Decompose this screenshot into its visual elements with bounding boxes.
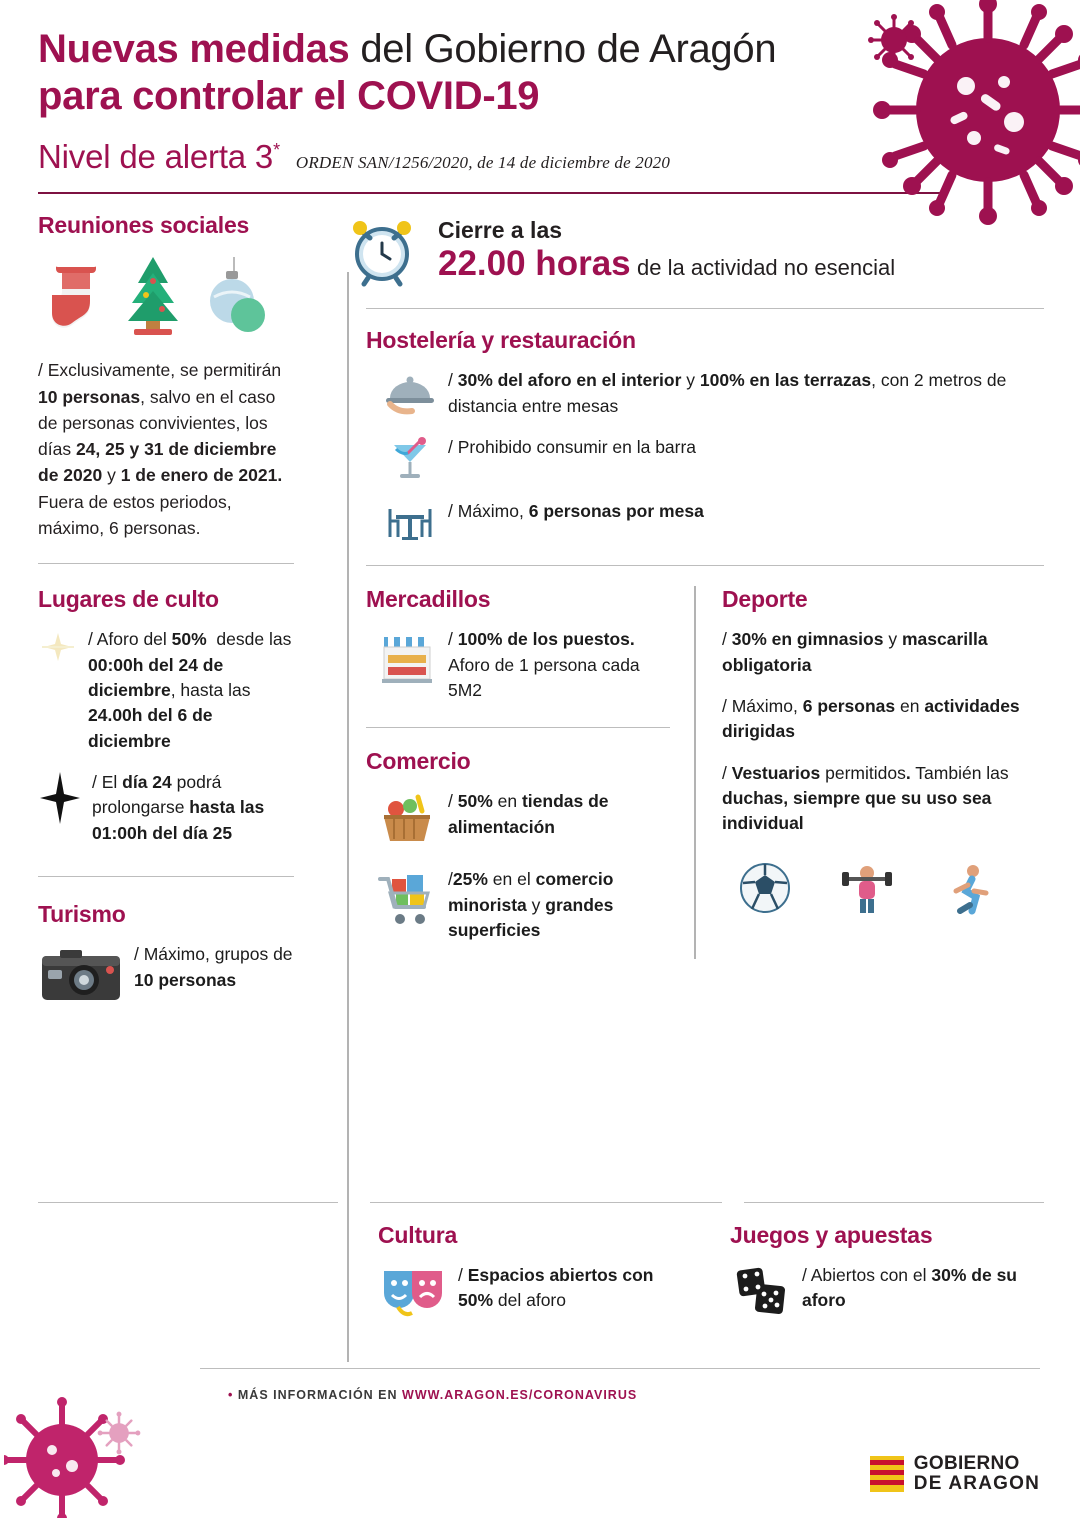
title-highlight-1: Nuevas medidas (38, 27, 350, 71)
footer (0, 1360, 1080, 1528)
grocery-basket-icon (376, 789, 438, 851)
section-hosteleria (344, 327, 1044, 547)
table-chairs-icon (382, 499, 438, 547)
running-icon (942, 861, 996, 915)
section-title-juegos: Juegos y apuestas (730, 1222, 933, 1248)
section-title-reuniones: Reuniones sociales (38, 212, 250, 239)
divider-right-1 (366, 308, 1044, 309)
section-title-comercio: Comercio (366, 748, 471, 775)
soccer-ball-icon (738, 861, 792, 915)
section-title-deporte: Deporte (722, 586, 808, 613)
juegos-text: / Abiertos con el 30% de su aforo (802, 1265, 1017, 1311)
more-info (228, 1388, 637, 1402)
culto-item-1-text: / Aforo del 50% desde las 00:00h del 24 de diciembre, hasta las 24.00h del 6 de diciembre (88, 629, 292, 751)
christmas-icons (44, 253, 294, 339)
closing-time-block (344, 212, 1044, 288)
divider-bottom-left (38, 1202, 338, 1203)
subtitle-row (38, 138, 1040, 176)
hosteleria-item-3 (382, 499, 1044, 547)
order-reference: ORDEN SAN/1256/2020, de 14 de diciembre de 2020 (295, 153, 671, 173)
header (0, 0, 1080, 176)
culto-item-2-text: / El día 24 podrá prolongarse hasta las 01:00h del día 25 (92, 772, 265, 843)
deporte-item-1 (722, 627, 1044, 678)
hosteleria-item-1 (382, 368, 1044, 419)
cocktail-icon (382, 435, 438, 483)
divider-left-1 (38, 563, 294, 564)
alarm-clock-icon (344, 212, 420, 288)
cultura-item (378, 1263, 688, 1321)
title-plain: del Gobierno de Aragón (349, 27, 777, 71)
divider-vertical-deporte (694, 586, 696, 959)
weightlifting-icon (840, 861, 894, 915)
christmas-stocking-icon (44, 253, 106, 339)
hosteleria-item-2-text: / Prohibido consumir en la barra (448, 437, 697, 458)
divider-left-2 (38, 876, 294, 877)
deporte-item-2-text: / Máximo, 6 personas en actividades dirigidas (722, 695, 1020, 742)
deporte-icons (738, 861, 1044, 915)
divider-vertical-main (347, 272, 349, 1362)
reuniones-text: / Exclusivamente, se permitirán 10 personas, salvo en el caso de personas convivientes, los días 24, 25 y 31 de diciembre de 2020 y 1 de enero de 2021. Fuera de estos periodos, máximo, 6 personas. (38, 360, 283, 538)
section-title-culto: Lugares de culto (38, 586, 219, 613)
page-title (38, 26, 848, 120)
section-juegos (688, 1222, 1038, 1337)
closing-line2 (438, 244, 895, 283)
bullet: • (228, 1388, 234, 1402)
hosteleria-item-3-text: / Máximo, 6 personas por mesa (448, 501, 704, 522)
culto-item-2 (38, 770, 294, 846)
main-content (0, 194, 1080, 1304)
hosteleria-item-1-text: / 30% del aforo en el interior y 100% en las terrazas, con 2 metros de distancia entre mesas (448, 370, 1007, 416)
camera-icon (38, 942, 124, 1006)
theatre-masks-icon (378, 1263, 448, 1321)
comercio-item-1 (376, 789, 670, 851)
divider-mercadillos-comercio (366, 727, 670, 728)
mid-columns (344, 586, 1044, 959)
footer-divider (200, 1368, 1040, 1369)
deporte-item-3 (722, 761, 1044, 837)
turismo-item (38, 942, 294, 1006)
section-title-mercadillos: Mercadillos (366, 586, 491, 613)
bottom-turismo (38, 1222, 338, 1337)
christmas-bauble-icon (200, 253, 266, 339)
closing-line1: Cierre a las (438, 216, 563, 243)
deporte-item-2 (722, 694, 1044, 745)
hosteleria-item-2 (382, 435, 1044, 483)
section-cultura (338, 1222, 688, 1337)
sparkle-icon (38, 627, 78, 754)
divider-bottom-mid (370, 1202, 722, 1203)
star-burst-icon (38, 770, 82, 846)
alert-level-text: Nivel de alerta 3 (38, 138, 274, 176)
section-title-turismo: Turismo (38, 901, 126, 928)
closing-tail: de la actividad no esencial (637, 254, 896, 280)
government-name (914, 1454, 1040, 1494)
comercio-item-2-text: /25% en el comercio minorista y grandes superficies (448, 869, 614, 940)
divider-bottom-right (744, 1202, 1044, 1203)
government-logo (870, 1454, 1040, 1494)
dice-icon (730, 1263, 792, 1321)
shopping-cart-icon (376, 867, 438, 943)
deporte-item-3-text: / Vestuarios permitidos. También las duchas, siempre que su uso sea individual (722, 762, 1009, 834)
deporte-item-1-text: / 30% en gimnasios y mascarilla obligatoria (722, 629, 988, 675)
column-deporte (694, 586, 1044, 959)
mercadillos-item-1 (376, 627, 670, 703)
right-column (316, 212, 1044, 1304)
comercio-item-2 (376, 867, 670, 943)
alert-level (38, 138, 280, 176)
christmas-tree-icon (120, 253, 186, 339)
gov-line1: GOBIERNO (913, 1453, 1020, 1475)
comercio-item-1-text: / 50% en tiendas de alimentación (448, 791, 609, 837)
section-title-hosteleria: Hostelería y restauración (366, 327, 636, 354)
mercadillos-item-1-text: / 100% de los puestos. Aforo de 1 persona cada 5M2 (448, 629, 640, 700)
column-mercadillos-comercio (344, 586, 694, 959)
more-info-label: MÁS INFORMACIÓN EN (237, 1388, 403, 1402)
culto-item-1 (38, 627, 294, 754)
bottom-row (38, 1222, 1044, 1337)
turismo-text: / Máximo, grupos de 10 personas (134, 944, 293, 990)
divider-right-2 (366, 565, 1044, 566)
website-url[interactable]: WWW.ARAGON.ES/CORONAVIRUS (402, 1388, 638, 1402)
cultura-text: / Espacios abiertos con 50% del aforo (458, 1265, 654, 1311)
juegos-item (730, 1263, 1038, 1321)
closing-hours: 22.00 horas (438, 243, 631, 283)
market-stall-icon (376, 627, 438, 703)
aragon-flag-icon (870, 1456, 904, 1492)
left-column (38, 212, 316, 1304)
title-highlight-2: para controlar el COVID-19 (38, 74, 540, 119)
section-title-cultura: Cultura (378, 1222, 458, 1248)
closing-text (438, 218, 895, 283)
food-dome-icon (382, 368, 438, 419)
alert-level-asterisk: * (273, 140, 280, 161)
bottom-sections (38, 1216, 1044, 1337)
gov-line2: DE ARAGON (913, 1473, 1040, 1495)
